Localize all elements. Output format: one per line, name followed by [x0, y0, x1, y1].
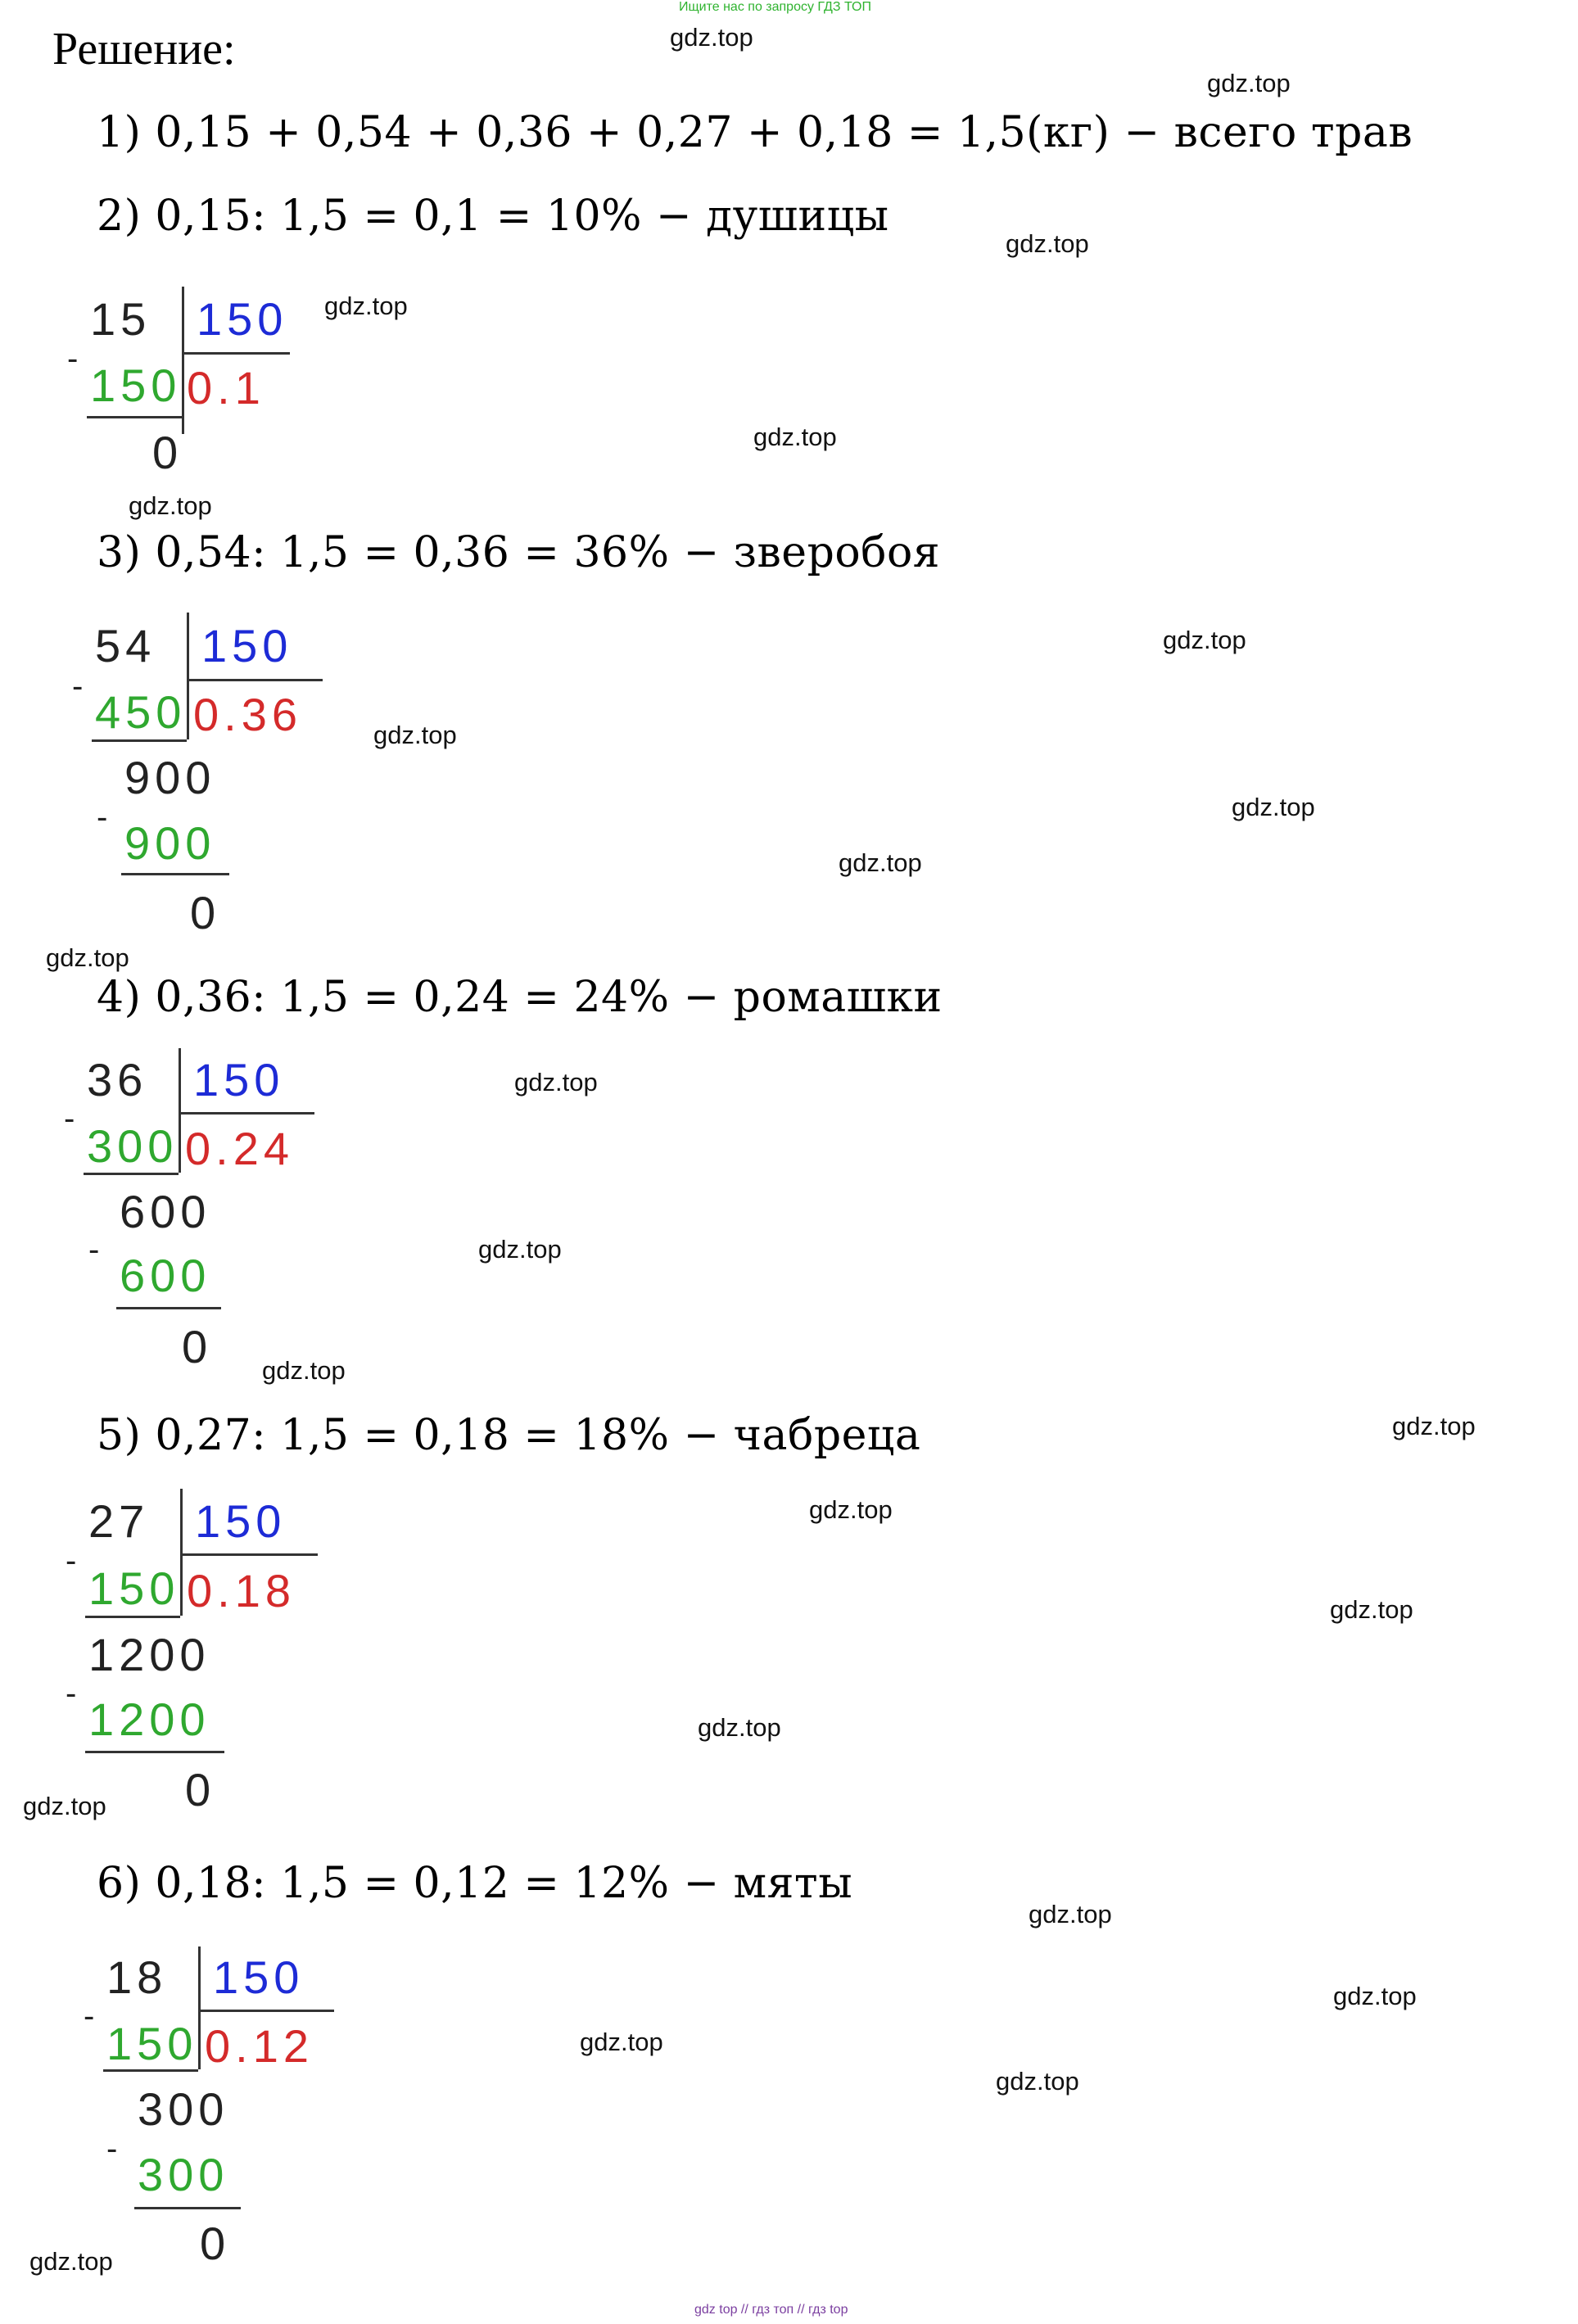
subtraction-line: [84, 1173, 179, 1175]
equation-5: 5) 0,27: 1,5 = 0,18 = 18% − чабреца: [97, 1411, 921, 1460]
equation-6: 6) 0,18: 1,5 = 0,12 = 12% − мяты: [97, 1859, 853, 1908]
watermark: gdz.top: [1330, 1595, 1413, 1624]
watermark: gdz.top: [514, 1068, 598, 1096]
final-remainder: 0: [200, 2218, 231, 2269]
subtracted-number: 450: [95, 686, 187, 738]
remainder: 1200: [88, 1629, 210, 1680]
subtraction-line: [85, 1616, 180, 1618]
divider-vertical: [198, 1946, 201, 2069]
watermark: gdz.top: [373, 721, 457, 749]
equation-2: 2) 0,15: 1,5 = 0,1 = 10% − душицы: [97, 192, 889, 241]
quotient: 0.36: [193, 689, 302, 740]
minus-sign: -: [88, 1232, 100, 1268]
final-remainder: 0: [182, 1321, 213, 1372]
minus-sign: -: [67, 341, 79, 377]
subtraction-line: [103, 2069, 198, 2072]
watermark: gdz.top: [1006, 229, 1089, 258]
dividend: 36: [87, 1054, 148, 1105]
minus-sign: -: [66, 1675, 77, 1711]
watermark: gdz.top: [809, 1495, 893, 1524]
minus-sign: -: [64, 1101, 75, 1137]
divider-vertical: [187, 613, 189, 739]
final-remainder: 0: [152, 427, 183, 478]
subtracted-number: 600: [120, 1250, 211, 1301]
watermark: gdz.top: [1207, 69, 1291, 97]
divider-horizontal: [198, 2010, 334, 2012]
quotient: 0.24: [185, 1123, 294, 1174]
equation-4: 4) 0,36: 1,5 = 0,24 = 24% − ромашки: [97, 973, 943, 1022]
solution-heading: Решение:: [52, 24, 236, 75]
watermark: gdz.top: [129, 491, 212, 520]
subtraction-line: [87, 416, 182, 418]
subtraction-line: [85, 1751, 224, 1753]
footer-links: gdz top // гдз топ // гдз top: [694, 2303, 848, 2317]
quotient: 0.18: [187, 1565, 296, 1616]
watermark: gdz.top: [324, 292, 408, 320]
divisor: 150: [201, 620, 293, 671]
equation-1: 1) 0,15 + 0,54 + 0,36 + 0,27 + 0,18 = 1,5(кг) − всего трав: [97, 108, 1413, 157]
remainder: 600: [120, 1186, 211, 1237]
dividend: 15: [90, 293, 151, 345]
subtracted-number: 150: [90, 359, 182, 411]
watermark: gdz.top: [753, 423, 837, 451]
dividend: 27: [88, 1495, 150, 1547]
divider-vertical: [180, 1489, 183, 1616]
divider-horizontal: [180, 1553, 318, 1556]
dividend: 18: [106, 1951, 168, 2003]
watermark: gdz.top: [29, 2247, 113, 2276]
watermark: gdz.top: [23, 1792, 106, 1820]
watermark: gdz.top: [1163, 626, 1246, 654]
minus-sign: -: [97, 799, 108, 835]
subtraction-line: [92, 739, 187, 742]
subtracted-number: 1200: [88, 1693, 210, 1745]
divisor: 150: [213, 1951, 305, 2003]
watermark: gdz.top: [1392, 1412, 1476, 1440]
quotient: 0.1: [187, 362, 265, 414]
watermark: gdz.top: [670, 23, 753, 52]
search-banner: Ищите нас по запросу ГДЗ ТОП: [679, 0, 871, 14]
minus-sign: -: [66, 1543, 77, 1579]
subtraction-line: [134, 2207, 241, 2209]
divisor: 150: [195, 1495, 287, 1547]
divider-vertical: [182, 287, 184, 434]
quotient: 0.12: [205, 2020, 314, 2072]
subtracted-number: 150: [88, 1562, 180, 1614]
final-remainder: 0: [190, 887, 221, 938]
watermark: gdz.top: [262, 1356, 346, 1385]
equation-3: 3) 0,54: 1,5 = 0,36 = 36% − зверобоя: [97, 528, 941, 577]
minus-sign: -: [72, 668, 84, 704]
minus-sign: -: [106, 2131, 118, 2167]
watermark: gdz.top: [1232, 793, 1315, 821]
watermark: gdz.top: [1333, 1982, 1417, 2010]
remainder: 900: [124, 752, 216, 803]
watermark: gdz.top: [1029, 1900, 1112, 1928]
watermark: gdz.top: [996, 2067, 1079, 2096]
divider-horizontal: [179, 1112, 314, 1115]
minus-sign: -: [84, 1998, 95, 2034]
divider-vertical: [179, 1048, 181, 1173]
watermark: gdz.top: [46, 943, 129, 972]
subtraction-line: [121, 873, 229, 875]
subtracted-number: 150: [106, 2018, 198, 2069]
subtracted-number: 300: [138, 2149, 229, 2200]
divisor: 150: [197, 293, 288, 345]
final-remainder: 0: [185, 1764, 216, 1815]
divisor: 150: [193, 1054, 285, 1105]
watermark: gdz.top: [580, 2028, 663, 2056]
watermark: gdz.top: [698, 1713, 781, 1742]
divider-horizontal: [187, 679, 323, 681]
subtracted-number: 300: [87, 1120, 179, 1172]
subtraction-line: [116, 1307, 221, 1309]
divider-horizontal: [182, 352, 290, 355]
subtracted-number: 900: [124, 817, 216, 869]
watermark: gdz.top: [839, 848, 922, 877]
watermark: gdz.top: [478, 1235, 562, 1264]
remainder: 300: [138, 2083, 229, 2135]
dividend: 54: [95, 620, 156, 671]
